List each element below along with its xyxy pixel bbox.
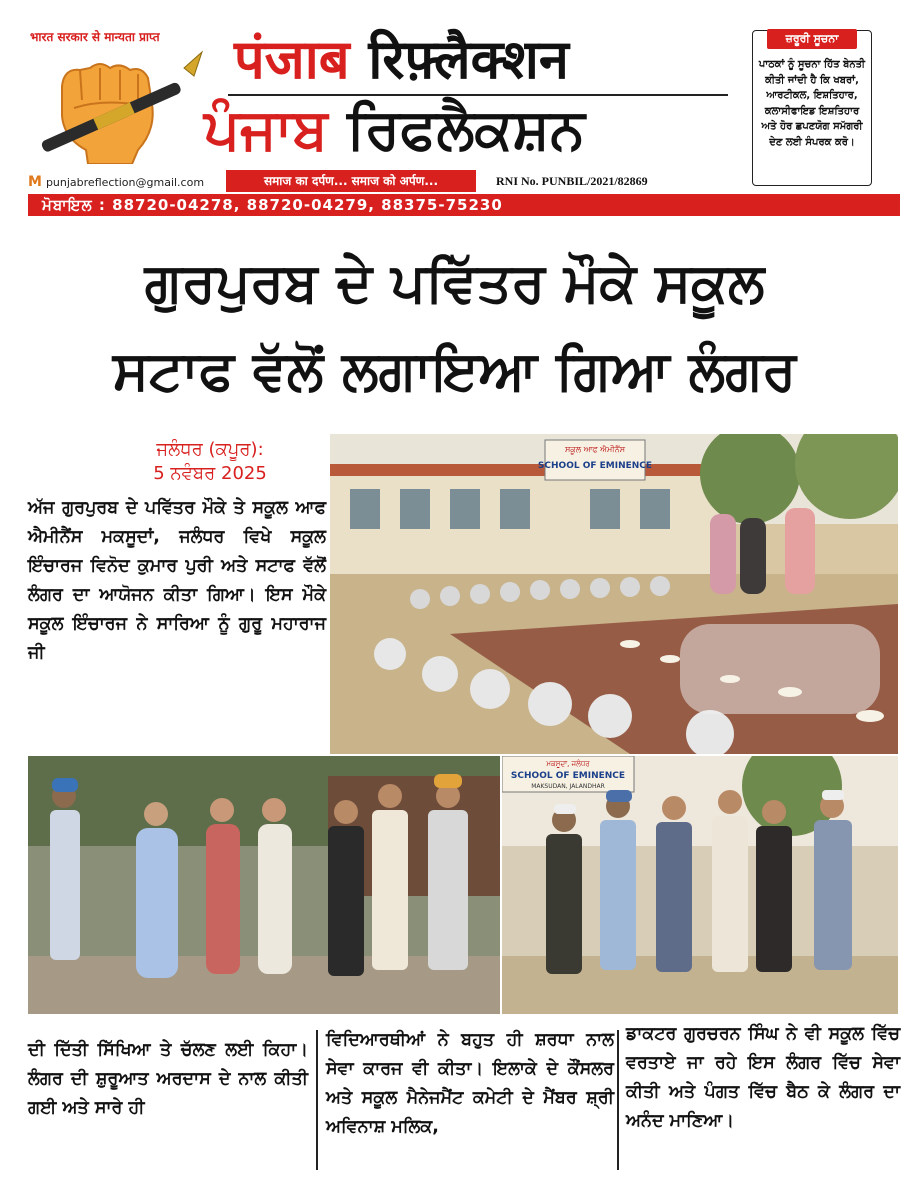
sign2-main-text: SCHOOL OF EMINENCE [510, 771, 626, 781]
fist-pen-logo [34, 46, 204, 164]
photo-staff-group [28, 756, 500, 1014]
email-address[interactable]: punjabreflection@gmail.com [45, 175, 205, 189]
title-punjabi-word-1: ਪੰਜਾਬ [204, 97, 328, 162]
column-divider-2 [617, 1030, 619, 1170]
photo-men-signboard [502, 756, 898, 1014]
gmail-icon: M [28, 174, 42, 190]
sign-top-text: ਸਕੂਲ ਆਫ ਐਮੀਨੈਂਸ [564, 445, 626, 454]
headline-line-2: ਸਟਾਫ ਵੱਲੋਂ ਲਗਾਇਆ ਗਿਆ ਲੰਗਰ [112, 339, 797, 402]
masthead-title-punjabi [204, 97, 585, 162]
title-hindi-word-2: रिफ़्लैक्शन [368, 28, 569, 91]
masthead-title-hindi [234, 30, 569, 90]
title-hindi-word-1: पंजाब [234, 28, 350, 91]
article-paragraph-1: ਅੱਜ ਗੁਰਪੁਰਬ ਦੇ ਪਵਿੱਤਰ ਮੌਕੇ ਤੇ ਸਕੂਲ ਆਫ ਐਮੀਨੈਂਸ ਮਕਸੂਦਾਂ, ਜਲੰਧਰ ਵਿਖੇ ਸਕੂਲ ਇੰਚਾਰਜ ਵਿਨੋਦ ਕੁਮਾਰ ਪੁਰੀ ਅਤੇ ਸਟਾਫ ਵੱਲੋਂ ਲੰਗਰ ਦਾ ਆਯੋਜਨ ਕੀਤਾ ਗਿਆ। ਇਸ ਮੌਕੇ ਸਕੂਲ ਇੰਚਾਰਜ ਨੇ ਸਾਰਿਆ ਨੂੰ ਗੁਰੂ ਮਹਾਰਾਜ ਜੀ [28, 498, 326, 663]
title-punjabi-word-2: ਰਿਫਲੈਕਸ਼ਨ [347, 97, 585, 162]
tagline-banner: समाज का दर्पण... समाज को अर्पण... [226, 170, 476, 192]
column-divider-1 [316, 1030, 318, 1170]
dateline-date: 5 ਨਵੰਬਰ 2025 [153, 463, 267, 484]
sign2-top-text: ਮਕਸੂਦਾਂ, ਜਲੰਧਰ [546, 760, 590, 768]
article-paragraph-2: ਦੀ ਦਿੱਤੀ ਸਿੱਖਿਆ ਤੇ ਚੱਲਣ ਲਈ ਕਿਹਾ। ਲੰਗਰ ਦੀ ਸ਼ੁਰੂਆਤ ਅਰਦਾਸ ਦੇ ਨਾਲ ਕੀਤੀ ਗਈ ਅਤੇ ਸਾਰੇ ਹੀ [28, 1040, 308, 1118]
notice-title: ਜ਼ਰੂਰੀ ਸੂਚਨਾ [767, 29, 857, 49]
notice-body: ਪਾਠਕਾਂ ਨੂੰ ਸੂਚਨਾ ਹਿੱਤ ਬੇਨਤੀ ਕੀਤੀ ਜਾਂਦੀ ਹੈ ਕਿ ਖਬਰਾਂ, ਆਰਟੀਕਲ, ਇਸ਼ਤਿਹਾਰ, ਕਲਾਸੀਫਾਇਡ ਇਸ਼ਤਿਹਾਰ ਅਤੇ ਹੋਰ ਛਪਣਯੋਗ ਸਮੱਗਰੀ ਦੇਣ ਲਈ ਸੰਪਰਕ ਕਰੋ। [758, 59, 866, 148]
notice-box [752, 30, 872, 186]
headline-line-1: ਗੁਰਪੁਰਬ ਦੇ ਪਵਿੱਤਰ ਮੌਕੇ ਸਕੂਲ [144, 251, 765, 314]
article-paragraph-3: ਵਿਦਿਆਰਥੀਆਂ ਨੇ ਬਹੁਤ ਹੀ ਸ਼ਰਧਾ ਨਾਲ ਸੇਵਾ ਕਾਰਜ ਵੀ ਕੀਤਾ। ਇਲਾਕੇ ਦੇ ਕੌਂਸਲਰ ਅਤੇ ਸਕੂਲ ਮੈਨੇਜਮੈਂਟ ਕਮੇਟੀ ਦੇ ਮੈਂਬਰ ਸ਼੍ਰੀ ਅਵਿਨਾਸ਼ ਮਲਿਕ, [326, 1030, 614, 1137]
sign-main-text: SCHOOL OF EMINENCE [537, 461, 653, 471]
article-paragraph-4: ਡਾਕਟਰ ਗੁਰਚਰਨ ਸਿੰਘ ਨੇ ਵੀ ਸਕੂਲ ਵਿੱਚ ਵਰਤਾਏ ਜਾ ਰਹੇ ਇਸ ਲੰਗਰ ਵਿੱਚ ਸੇਵਾ ਕੀਤੀ ਅਤੇ ਪੰਗਤ ਵਿੱਚ ਬੈਠ ਕੇ ਲੰਗਰ ਦਾ ਅਨੰਦ ਮਾਣਿਆ। [626, 1024, 900, 1131]
photo-students-langar [330, 434, 898, 754]
dateline-place: ਜਲੰਧਰ (ਕਪੂਰ): [156, 439, 264, 460]
recognition-line: भारत सरकार से मान्यता प्राप्त [30, 30, 160, 44]
rni-number: RNI No. PUNBIL/2021/82869 [496, 174, 648, 188]
email-row [28, 174, 204, 190]
title-divider [228, 94, 728, 96]
sign2-sub-text: MAKSUDAN, JALANDHAR [531, 783, 605, 790]
mobile-numbers-bar: ਮੋਬਾਇਲ : 88720-04278, 88720-04279, 88375-75230 [28, 194, 900, 216]
dateline [90, 438, 330, 486]
